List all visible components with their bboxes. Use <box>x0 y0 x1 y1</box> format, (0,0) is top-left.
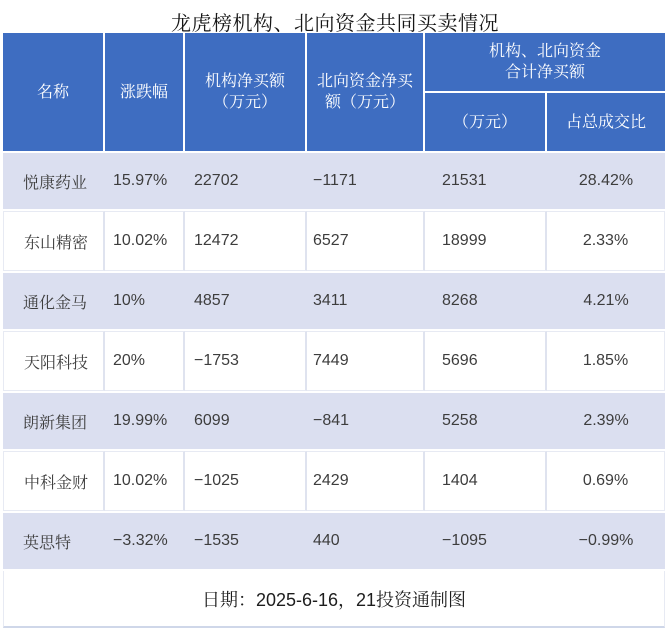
turnover-pct-cell: 1.85% <box>547 331 665 391</box>
inst-net-cell: 12472 <box>185 211 307 271</box>
inst-net-cell: −1535 <box>185 511 307 571</box>
combined-net-cell: 1404 <box>425 451 547 511</box>
header-cell-combined-net <box>425 33 665 93</box>
header-combined-pct-label: 占总成交比 <box>566 113 647 131</box>
inst-net-cell: 6099 <box>185 391 307 451</box>
stock-name-cell: 中科金财 <box>3 451 105 511</box>
header-combined-wan-label: （万元） <box>452 113 517 131</box>
inst-net-cell: 4857 <box>185 271 307 331</box>
header-cell-north-net <box>307 33 425 151</box>
data-table <box>3 33 665 628</box>
combined-net-cell: 5258 <box>425 391 547 451</box>
page-title: 龙虎榜机构、北向资金共同买卖情况 <box>171 13 499 35</box>
change-pct-cell: 19.99% <box>105 391 185 451</box>
table-row <box>3 211 665 271</box>
header-cell-inst-net <box>185 33 307 151</box>
combined-net-cell: 18999 <box>425 211 547 271</box>
table-row <box>3 151 665 211</box>
north-net-cell: −841 <box>307 391 425 451</box>
north-net-cell: 2429 <box>307 451 425 511</box>
inst-net-cell: 22702 <box>185 151 307 211</box>
table-body <box>3 151 665 571</box>
north-net-cell: 6527 <box>307 211 425 271</box>
turnover-pct-cell: 28.42% <box>547 151 665 211</box>
table-container <box>3 33 665 628</box>
stock-name-cell: 英思特 <box>3 511 105 571</box>
combined-net-cell: −1095 <box>425 511 547 571</box>
header-combined-line1: 机构、北向资金 <box>489 43 602 60</box>
header-cell-combined-pct <box>547 93 665 151</box>
table-footer <box>3 571 665 628</box>
change-pct-cell: 10.02% <box>105 211 185 271</box>
table-row <box>3 271 665 331</box>
table-row <box>3 451 665 511</box>
north-net-cell: 3411 <box>307 271 425 331</box>
combined-net-cell: 5696 <box>425 331 547 391</box>
header-inst-line1: 机构净买额 <box>204 73 285 90</box>
header-inst-line2: （万元） <box>212 94 277 111</box>
footer-note: 日期：2025-6-16，21投资通制图 <box>3 571 665 628</box>
stock-name-cell: 悦康药业 <box>3 151 105 211</box>
header-name-label: 名称 <box>36 83 69 101</box>
turnover-pct-cell: 0.69% <box>547 451 665 511</box>
inst-net-cell: −1753 <box>185 331 307 391</box>
turnover-pct-cell: 4.21% <box>547 271 665 331</box>
header-combined-line2: 合计净买额 <box>505 64 586 81</box>
turnover-pct-cell: 2.39% <box>547 391 665 451</box>
north-net-cell: 440 <box>307 511 425 571</box>
change-pct-cell: 10.02% <box>105 451 185 511</box>
header-north-line2: 额（万元） <box>324 94 405 111</box>
turnover-pct-cell: −0.99% <box>547 511 665 571</box>
change-pct-cell: 10% <box>105 271 185 331</box>
north-net-cell: −1171 <box>307 151 425 211</box>
header-north-line1: 北向资金净买 <box>316 73 413 90</box>
stock-name-cell: 天阳科技 <box>3 331 105 391</box>
change-pct-cell: −3.32% <box>105 511 185 571</box>
stock-name-cell: 通化金马 <box>3 271 105 331</box>
change-pct-cell: 15.97% <box>105 151 185 211</box>
header-cell-combined-wan <box>425 93 547 151</box>
combined-net-cell: 8268 <box>425 271 547 331</box>
table-row <box>3 391 665 451</box>
table-row <box>3 511 665 571</box>
header-cell-change <box>105 33 185 151</box>
table-row <box>3 331 665 391</box>
change-pct-cell: 20% <box>105 331 185 391</box>
header-change-label: 涨跌幅 <box>119 83 168 101</box>
stock-name-cell: 朗新集团 <box>3 391 105 451</box>
inst-net-cell: −1025 <box>185 451 307 511</box>
stock-name-cell: 东山精密 <box>3 211 105 271</box>
north-net-cell: 7449 <box>307 331 425 391</box>
turnover-pct-cell: 2.33% <box>547 211 665 271</box>
header-cell-name <box>3 33 105 151</box>
combined-net-cell: 21531 <box>425 151 547 211</box>
table-header <box>3 33 665 151</box>
